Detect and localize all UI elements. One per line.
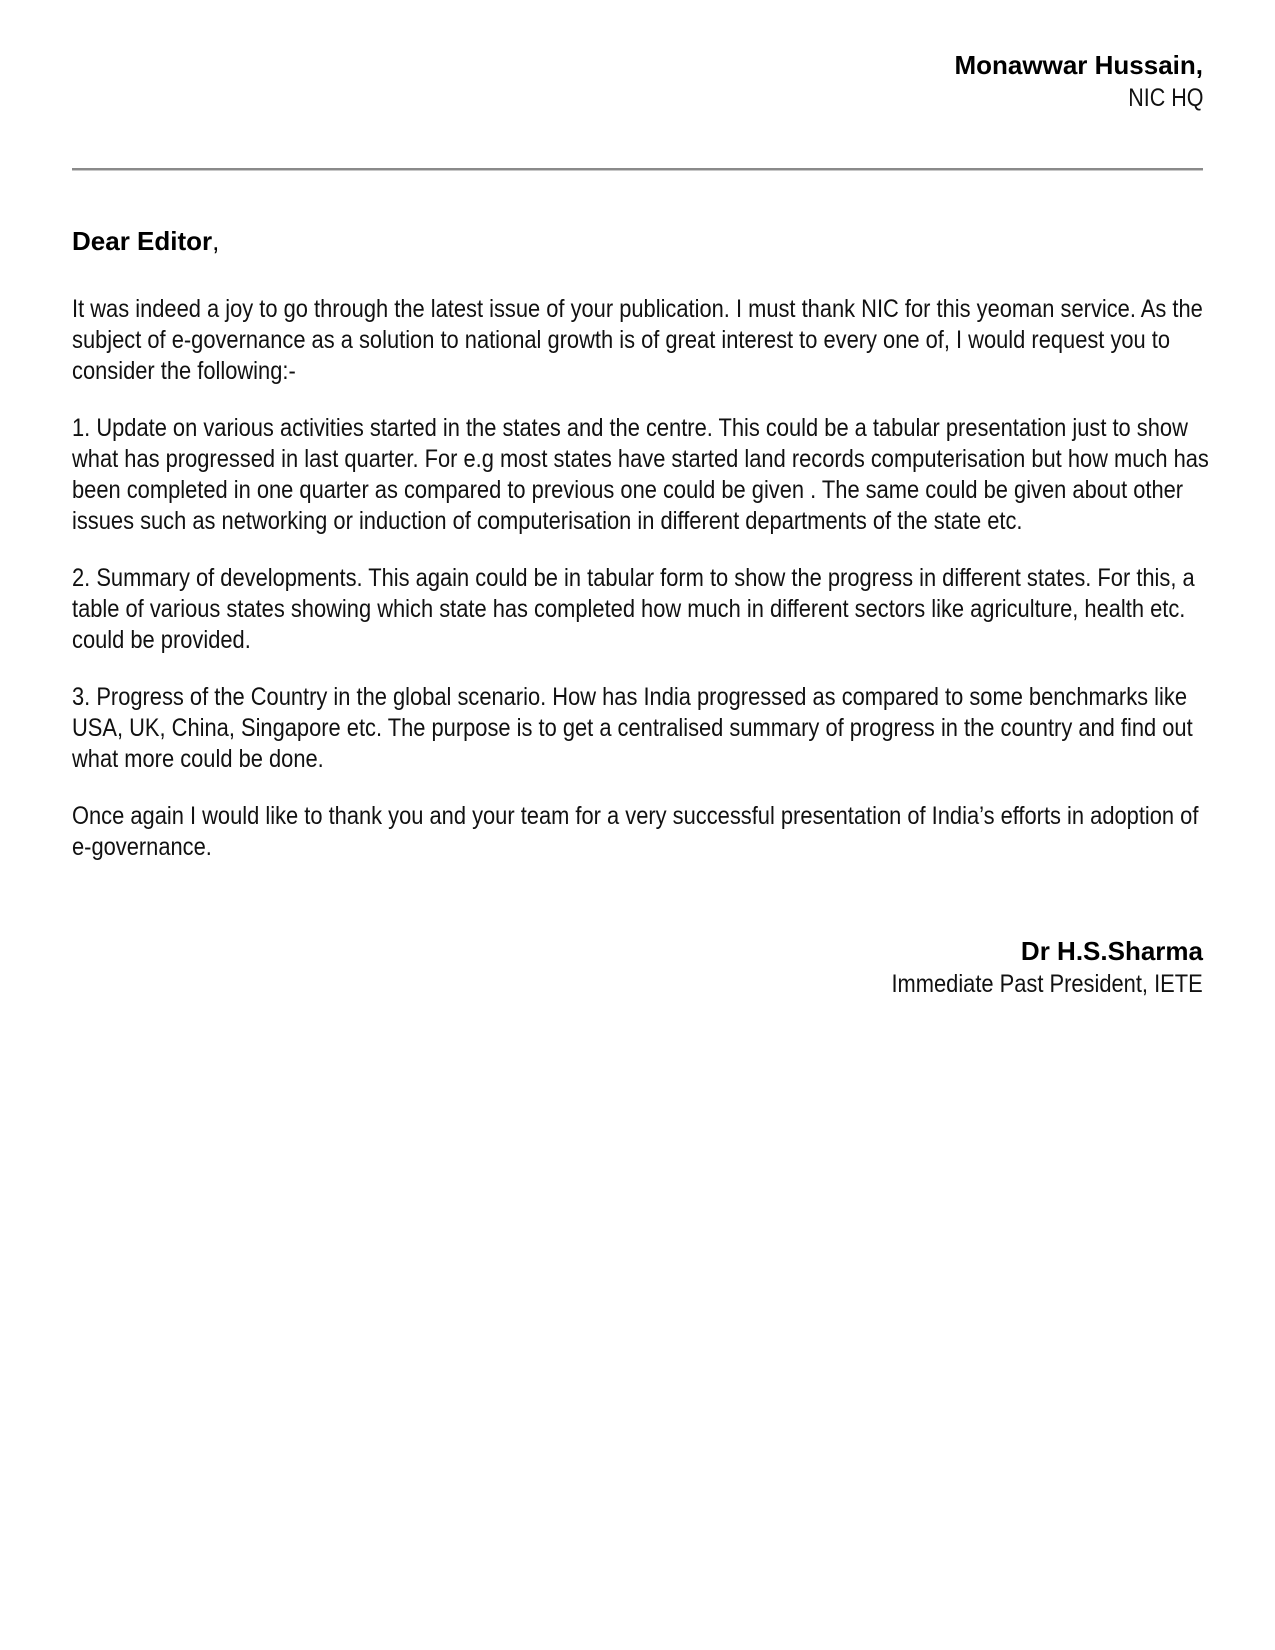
signature-block	[847, 934, 1203, 1000]
signatory-name: Dr H.S.Sharma	[1020, 936, 1203, 966]
salutation-punctuation: ,	[212, 226, 220, 256]
paragraph-intro: It was indeed a joy to go through the latest issue of your publication. I must thank NIC for this yeoman service. As the subject of e-governance as a solution to national growth is of great interest to every one of, I would request you to consider the following:-	[72, 295, 1203, 385]
header-block	[955, 48, 1204, 114]
salutation-name: Dear Editor	[72, 226, 213, 256]
author-organization: NIC HQ	[1127, 84, 1203, 112]
paragraph-point-2: 2. Summary of developments. This again could be in tabular form to show the progress in different states. For this, a table of various states showing which state has completed how much in different sectors like agriculture, health etc. could be provided.	[72, 564, 1195, 654]
header-divider	[72, 168, 1203, 171]
paragraph-closing: Once again I would like to thank you and your team for a very successful presentation of India’s efforts in adoption of e-governance.	[72, 802, 1199, 861]
author-name: Monawwar Hussain,	[954, 50, 1203, 80]
signatory-title: Immediate Past President, IETE	[891, 970, 1203, 998]
paragraph-point-3: 3. Progress of the Country in the global scenario. How has India progressed as compared to some benchmarks like USA, UK, China, Singapore etc. The purpose is to get a centralised summary of progress in the country and find out what more could be done.	[72, 683, 1193, 773]
letter-body	[72, 224, 1212, 889]
paragraph-point-1: 1. Update on various activities started in the states and the centre. This could be a tabular presentation just to show what has progressed in last quarter. For e.g most states have started land records computerisation but how much has been completed in one quarter as compared to previous one could be given . The same could be given about other issues such as networking or induction of computerisation in different departments of the state etc.	[72, 414, 1209, 535]
salutation	[72, 224, 1212, 258]
